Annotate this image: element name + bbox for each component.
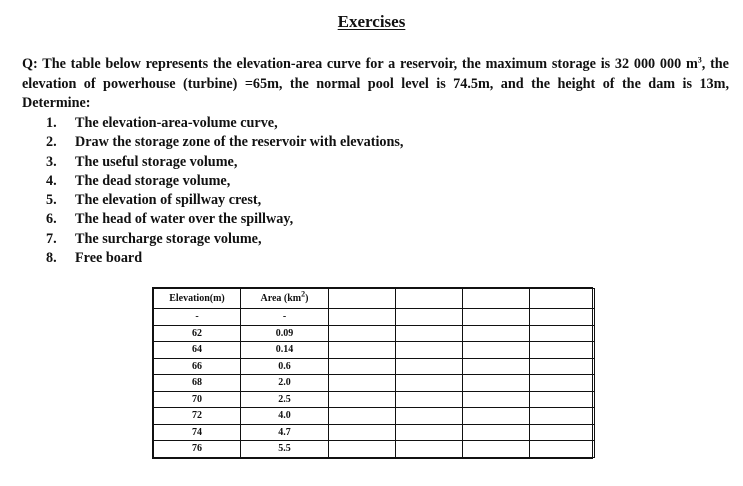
area-cell: 0.09 xyxy=(241,325,329,342)
page-title xyxy=(0,12,743,32)
empty-cell xyxy=(396,441,463,458)
empty-cell xyxy=(329,309,396,326)
empty-cell xyxy=(530,375,595,392)
empty-cell xyxy=(396,325,463,342)
empty-cell xyxy=(463,342,530,359)
empty-cell xyxy=(530,358,595,375)
empty-cell xyxy=(530,342,595,359)
elevation-cell: 72 xyxy=(154,408,241,425)
empty-cell xyxy=(329,375,396,392)
table-row xyxy=(154,424,595,441)
empty-cell xyxy=(396,358,463,375)
empty-cell xyxy=(329,358,396,375)
elevation-cell: 66 xyxy=(154,358,241,375)
area-cell: 5.5 xyxy=(241,441,329,458)
empty-cell xyxy=(530,391,595,408)
header-area: Area $(km^2)$ xyxy=(241,289,329,309)
area-cell: 2.5 xyxy=(241,391,329,408)
list-item: 5. The elevation of spillway crest, xyxy=(46,192,262,209)
list-item: 1. The elevation-area-volume curve, xyxy=(46,115,278,131)
empty-cell xyxy=(329,441,396,458)
list-item: 4. The dead storage volume, xyxy=(46,172,231,189)
empty-cell xyxy=(396,342,463,359)
empty-cell xyxy=(329,391,396,408)
area-cell: 0.6 xyxy=(241,358,329,375)
area-cell: 2.0 xyxy=(241,375,329,392)
area-cell: 0.14 xyxy=(241,342,329,359)
table-unit-row xyxy=(154,309,595,326)
table-body xyxy=(154,289,595,458)
empty-cell xyxy=(329,424,396,441)
list-item: 3. The useful storage volume, xyxy=(46,153,238,170)
empty-cell xyxy=(530,424,595,441)
table-row xyxy=(154,441,595,458)
data-grid xyxy=(153,288,595,458)
table-header-row xyxy=(154,289,595,309)
empty-cell xyxy=(396,424,463,441)
list-item: 7. The surcharge storage volume, xyxy=(46,230,262,247)
empty-cell xyxy=(329,289,396,309)
empty-cell xyxy=(463,424,530,441)
empty-cell xyxy=(530,408,595,425)
empty-cell xyxy=(463,441,530,458)
empty-cell xyxy=(530,325,595,342)
list-item: 8. Free board xyxy=(46,250,143,267)
table-row xyxy=(154,358,595,375)
question-suffix: , the elevation of powerhouse (turbine) =65m, the normal pool level is 74.5m, and the height of the dam is 13m, Determine: xyxy=(22,56,729,111)
empty-cell xyxy=(463,375,530,392)
area-cell: 4.7 xyxy=(241,424,329,441)
question-prefix: Q: The table below represents the elevation-area curve for a reservoir, the maximum storage is 32 000 000 m xyxy=(22,56,698,72)
question-superscript: 3 xyxy=(697,55,702,65)
list-item: 6. The head of water over the spillway, xyxy=(46,211,294,228)
empty-cell xyxy=(396,309,463,326)
table-row xyxy=(154,391,595,408)
empty-cell xyxy=(396,375,463,392)
elevation-cell: 68 xyxy=(154,375,241,392)
table-row xyxy=(154,375,595,392)
elevation-cell: 64 xyxy=(154,342,241,359)
empty-cell xyxy=(329,325,396,342)
elevation-cell: 70 xyxy=(154,391,241,408)
empty-cell xyxy=(463,325,530,342)
elevation-cell: 74 xyxy=(154,424,241,441)
elevation-cell: 62 xyxy=(154,325,241,342)
area-cell: 4.0 xyxy=(241,408,329,425)
table-row xyxy=(154,408,595,425)
empty-cell xyxy=(530,309,595,326)
empty-cell xyxy=(530,289,595,309)
question-text xyxy=(22,55,729,114)
empty-cell xyxy=(463,408,530,425)
empty-cell xyxy=(329,408,396,425)
elevation-cell: 76 xyxy=(154,441,241,458)
empty-cell xyxy=(463,309,530,326)
empty-cell xyxy=(329,342,396,359)
unit-cell: - xyxy=(241,309,329,326)
steps-list xyxy=(46,114,403,268)
empty-cell xyxy=(463,391,530,408)
elevation-area-table xyxy=(152,287,593,459)
empty-cell xyxy=(463,289,530,309)
title-text: Exercises xyxy=(337,12,406,31)
empty-cell xyxy=(463,358,530,375)
empty-cell xyxy=(396,391,463,408)
header-elevation: Elevation(m) xyxy=(154,289,241,309)
empty-cell xyxy=(396,289,463,309)
list-item: 2. Draw the storage zone of the reservoir with elevations, xyxy=(46,134,404,151)
empty-cell xyxy=(530,441,595,458)
unit-cell: - xyxy=(154,309,241,326)
table-row xyxy=(154,342,595,359)
empty-cell xyxy=(396,408,463,425)
table-row xyxy=(154,325,595,342)
